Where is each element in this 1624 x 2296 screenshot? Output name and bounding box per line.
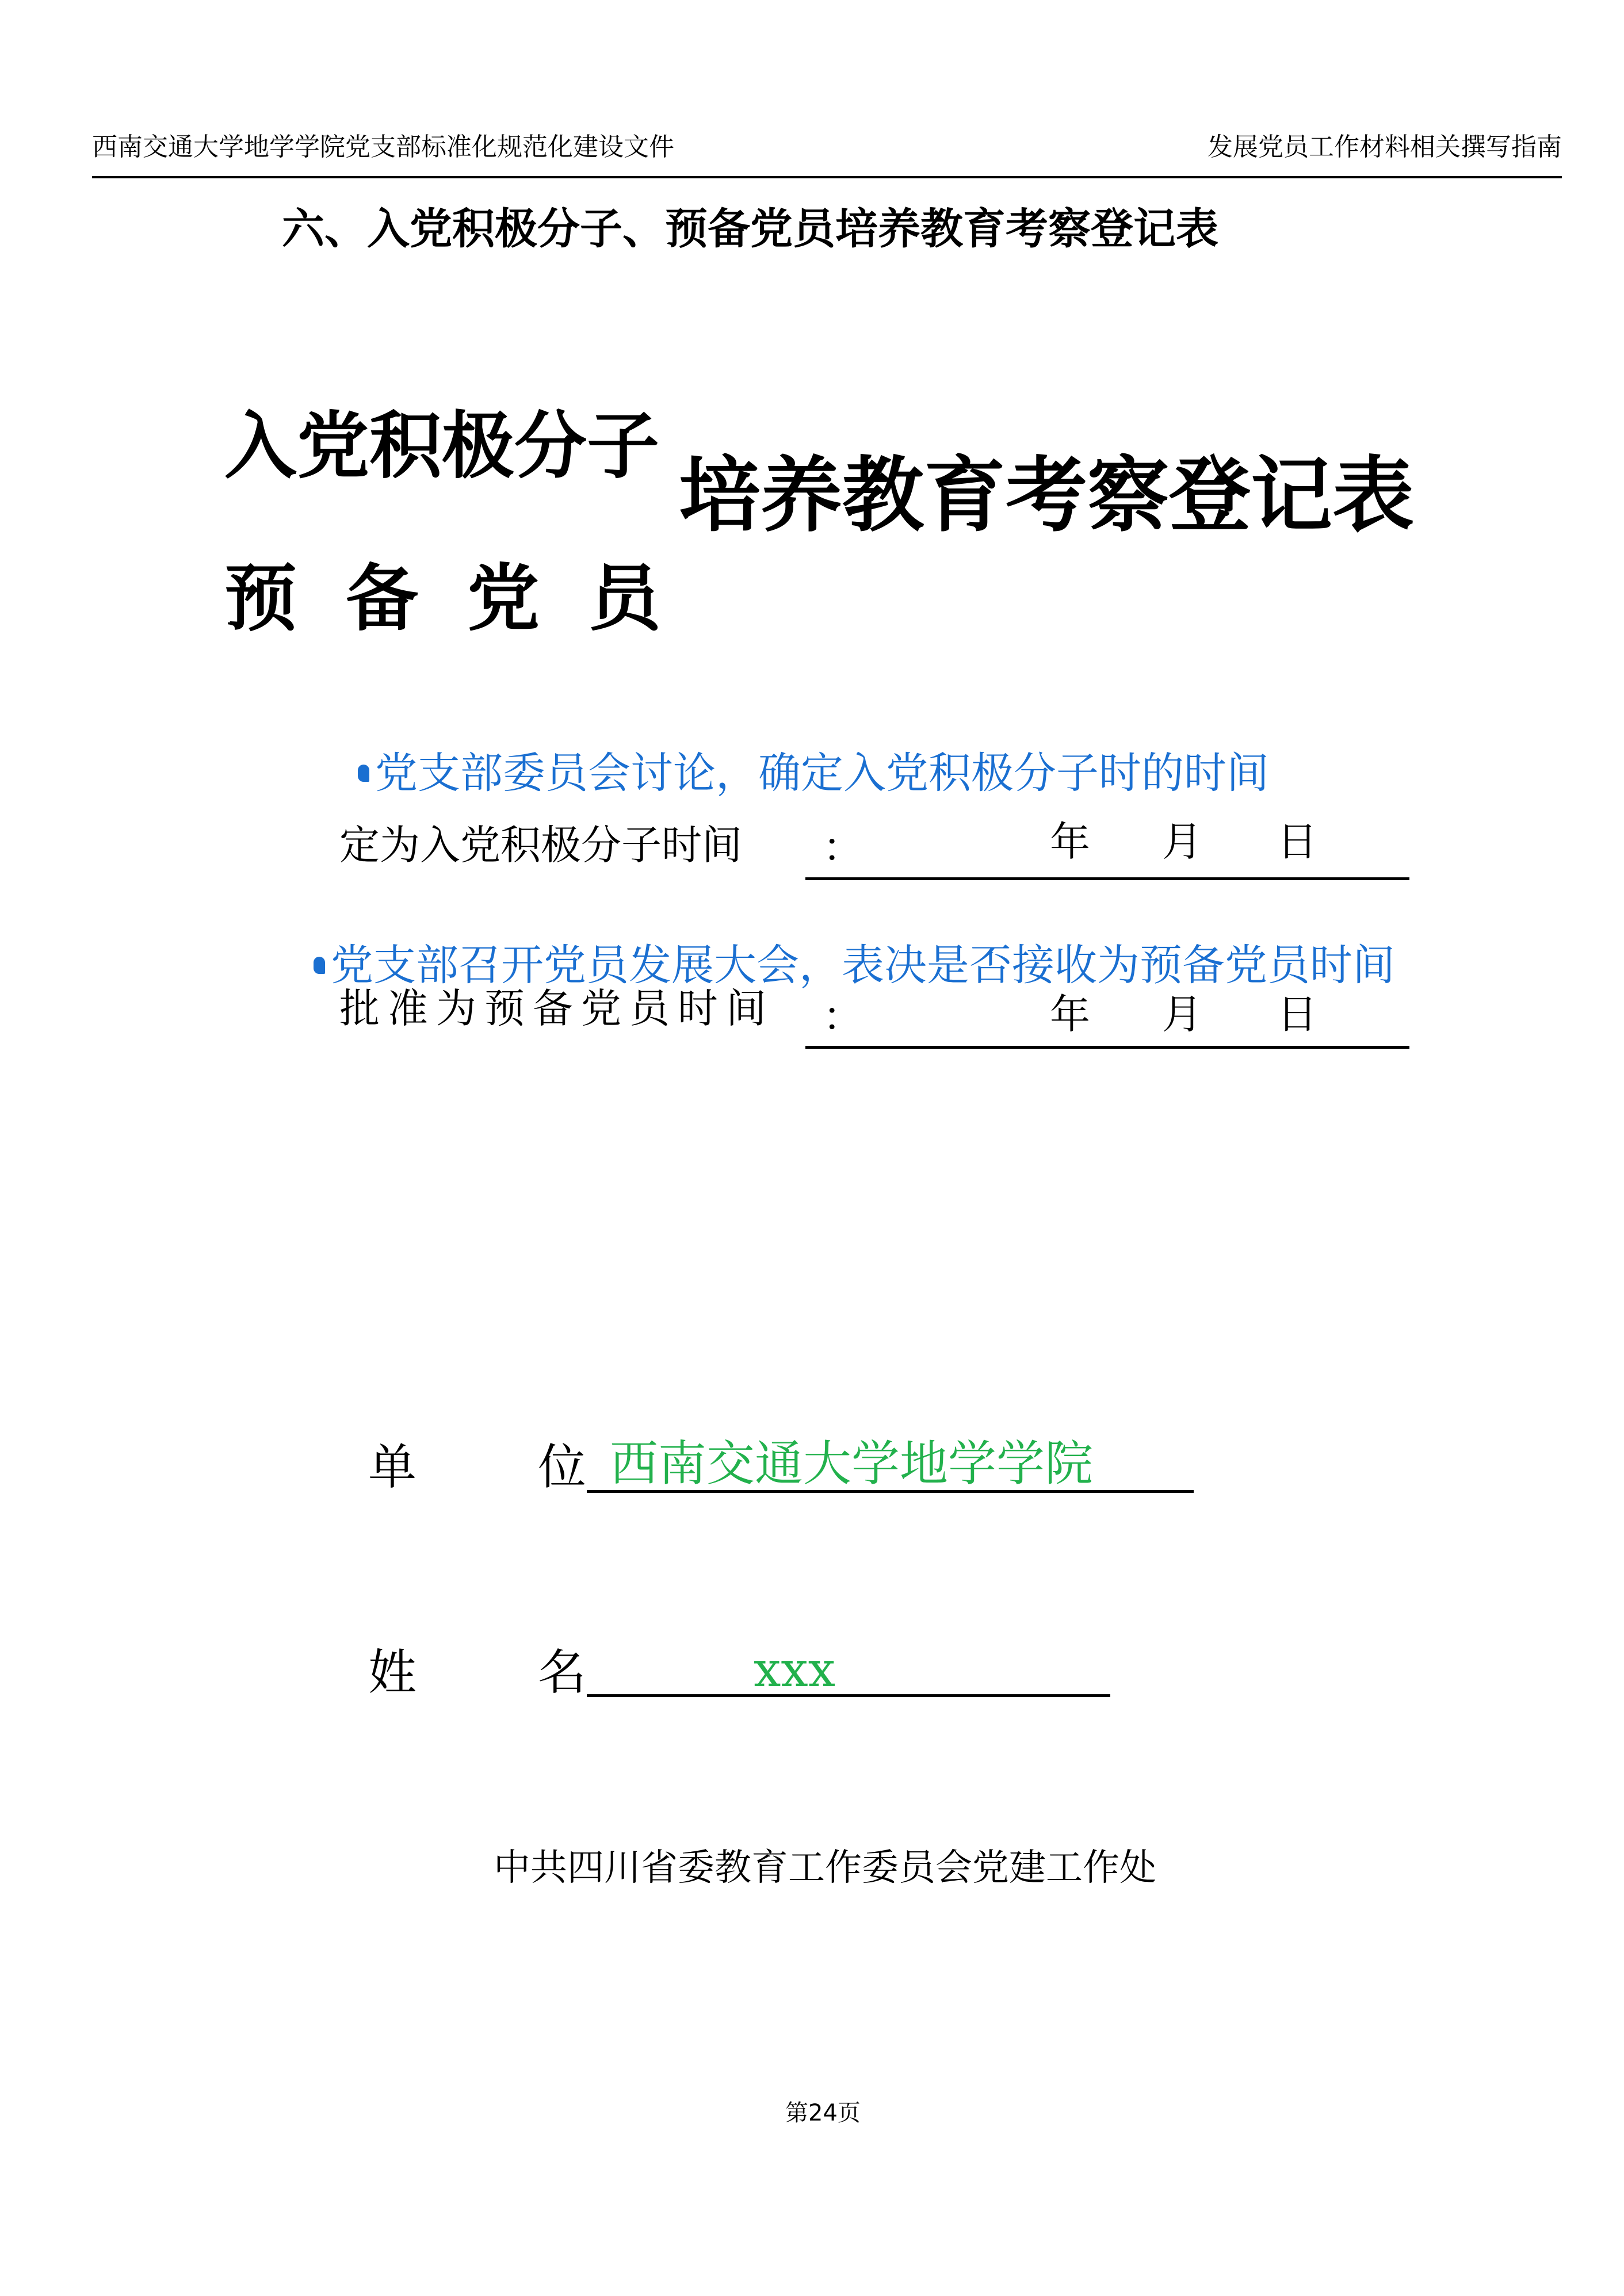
activist-date-label: 定为入党积极分子时间 bbox=[339, 822, 742, 869]
probationary-date-label: 批准为预备党员时间 bbox=[339, 985, 774, 1032]
comment-pin-icon bbox=[314, 957, 325, 974]
probationary-date-day: 日 bbox=[1277, 991, 1317, 1038]
unit-value[interactable]: 西南交通大学地学学院 bbox=[610, 1435, 1094, 1492]
header-left-title: 西南交通大学地学学院党支部标准化规范化建设文件 bbox=[92, 132, 674, 162]
activist-date-colon: ： bbox=[823, 824, 863, 871]
header-rule bbox=[92, 176, 1562, 178]
header-right-title: 发展党员工作材料相关撰写指南 bbox=[1208, 132, 1562, 162]
cover-title-probationary: 预备党员 bbox=[224, 556, 710, 641]
activist-date-year: 年 bbox=[1050, 818, 1090, 865]
name-label-char-2: 名 bbox=[538, 1644, 587, 1701]
probationary-date-colon: ： bbox=[823, 993, 863, 1040]
page-number: 第24页 bbox=[785, 2100, 861, 2126]
activist-date-note-text: 党支部委员会讨论，确定入党积极分子时的时间 bbox=[375, 748, 1269, 798]
activist-date-day: 日 bbox=[1277, 818, 1317, 865]
probationary-date-note-text: 党支部召开党员发展大会，表决是否接收为预备党员时间 bbox=[331, 941, 1395, 990]
unit-label-char-2: 位 bbox=[538, 1439, 587, 1495]
activist-date-field[interactable] bbox=[805, 877, 1409, 880]
cover-title-activist: 入党积极分子 bbox=[224, 403, 659, 488]
probationary-date-month: 月 bbox=[1162, 991, 1202, 1038]
unit-field-underline bbox=[587, 1490, 1194, 1493]
cover-title-suffix: 培养教育考察登记表 bbox=[679, 448, 1414, 543]
section-title: 六、入党积极分子、预备党员培养教育考察登记表 bbox=[282, 204, 1218, 254]
activist-date-month: 月 bbox=[1162, 818, 1202, 865]
unit-label-char-1: 单 bbox=[368, 1439, 417, 1495]
probationary-date-field[interactable] bbox=[805, 1046, 1409, 1049]
issuer: 中共四川省委教育工作委员会党建工作处 bbox=[494, 1847, 1156, 1889]
activist-date-annotation bbox=[358, 747, 1269, 800]
name-label-char-1: 姓 bbox=[368, 1644, 417, 1701]
name-value[interactable]: xxx bbox=[754, 1641, 836, 1698]
probationary-date-year: 年 bbox=[1050, 991, 1090, 1038]
comment-pin-icon bbox=[358, 765, 369, 782]
name-field-underline bbox=[587, 1694, 1110, 1697]
